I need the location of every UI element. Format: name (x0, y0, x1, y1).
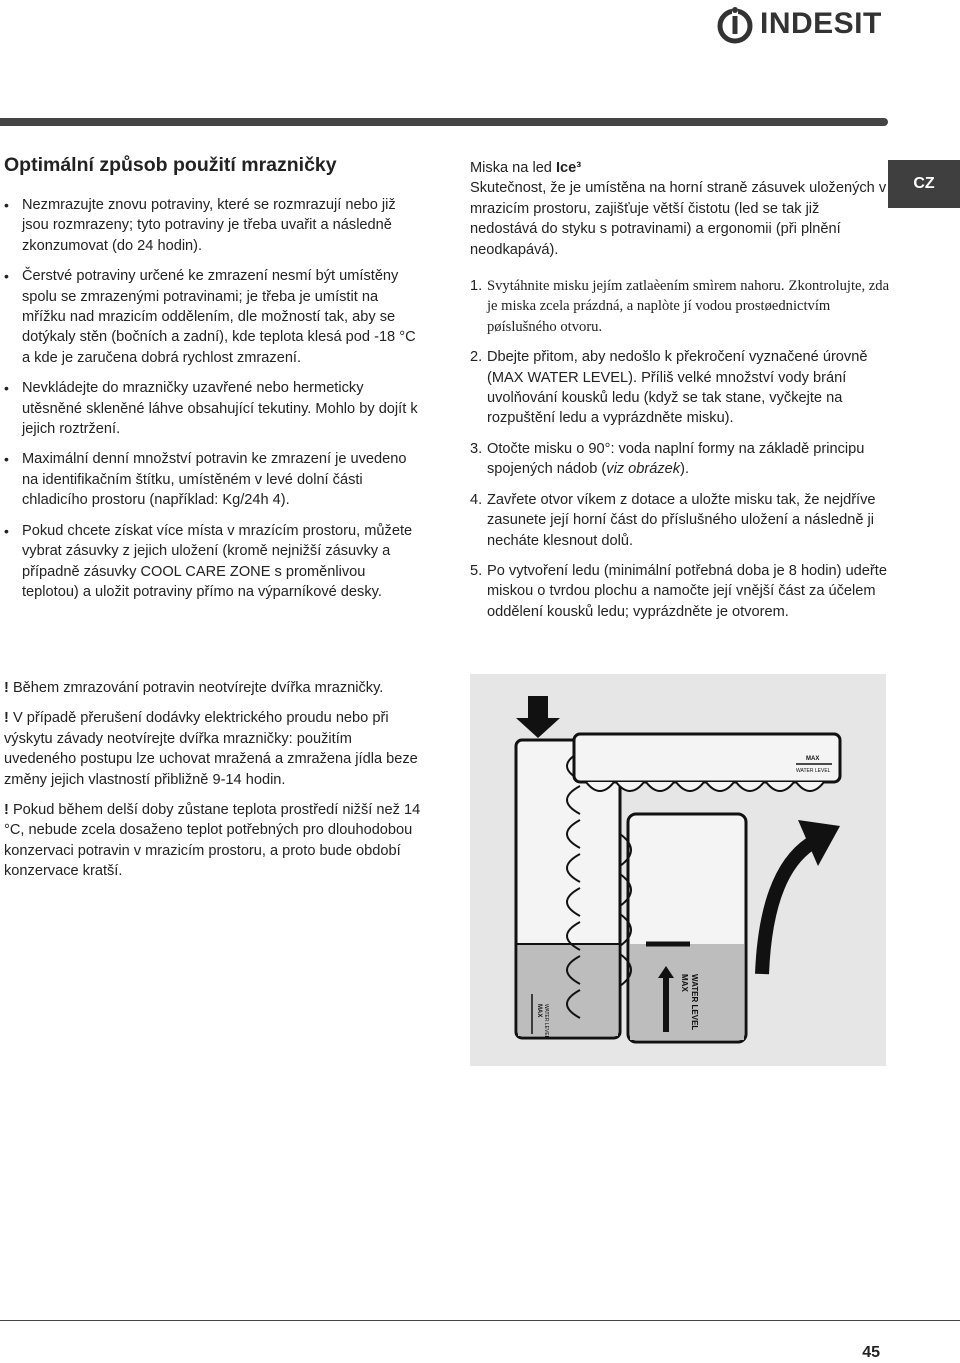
left-column (4, 154, 424, 612)
step-text: Otočte misku o 90°: voda naplní formy na základě principu spojených nádob ( (487, 440, 865, 478)
rotated-tray (620, 814, 746, 1042)
list-item (470, 439, 890, 480)
section-title: Optimální způsob použití mrazničky (4, 154, 337, 176)
warning-mark: ! (4, 710, 9, 727)
footer-rule (0, 1320, 960, 1321)
bullet-icon: • (4, 197, 9, 213)
rotate-arrow-icon (762, 820, 840, 974)
ice-tray-figure (470, 674, 886, 1066)
list-item-text: Nevkládejte do mrazničky uzavřené nebo hermeticky utěsněné skleněné láhve obsahující tekutiny. Mohlo by dojít k jejich roztržení. (22, 380, 418, 438)
step-text: Zkontrolujte, zda je miska zcela prázdná, a naplòte jí vodou prostøednictvím pøíslušného otvoru. (487, 278, 890, 335)
list-item-text: Maximální denní množství potravin ke zmrazení je uvedeno na identifikačním štítku, umístěném v levé dolní části chladicího prostoru (například: Kg/24h 4). (22, 451, 407, 509)
bullet-icon: • (4, 522, 9, 539)
list-item (4, 449, 424, 510)
heading-prefix: Miska na led (470, 160, 556, 176)
list-item (4, 378, 424, 439)
logo-mark-icon (716, 2, 754, 46)
warning-text: Pokud během delší doby zůstane teplota prostředí nižší než 14 °C, nebude zcela dosaženo teplot potřebných pro dlouhodobou konzervaci potravin v mrazicím prostoru, a proto bude období konzervace kratší. (4, 802, 421, 880)
list-item (470, 347, 890, 429)
list-item (470, 561, 890, 622)
warnings (4, 678, 424, 892)
tips-list (4, 195, 424, 602)
push-down-arrow-icon (516, 696, 560, 738)
page-number: 45 (862, 1344, 880, 1361)
ice-tray-heading (470, 158, 890, 178)
list-item (470, 276, 890, 337)
heading-product: Ice³ (555, 160, 582, 176)
max-label-top: MAX (806, 756, 820, 762)
step-number: 2. (470, 349, 483, 366)
water-level-label-large: WATER LEVEL (690, 974, 699, 1031)
list-item (470, 490, 890, 551)
step-text: Zavřete otvor víkem z dotace a uložte misku tak, že nejdříve zasunete její horní část do příslušného uložení a následně ji necháte klesnout dolů. (487, 491, 876, 549)
warning-paragraph (4, 678, 424, 698)
max-label-small: MAX (536, 1004, 542, 1018)
language-tab: CZ (888, 160, 960, 208)
max-label-large: MAX (680, 974, 689, 992)
warning-mark: ! (4, 680, 9, 696)
warning-paragraph (4, 708, 424, 790)
warning-mark: ! (4, 802, 9, 819)
bullet-icon: • (4, 268, 9, 285)
bullet-icon: • (4, 451, 9, 468)
header-rule (0, 118, 888, 126)
right-column (470, 158, 890, 632)
list-item-text: Pokud chcete získat více místa v mrazícím prostoru, můžete vybrat zásuvky z jejich uložení (kromě nejnižší zásuvky a případně zásuvky COOL CARE ZONE s proměnlivou teplotou) a uložit potraviny přímo na výparníkové desky. (22, 522, 413, 600)
horizontal-tray (574, 734, 840, 791)
step-text: Po vytvoření ledu (minimální potřebná doba je 8 hodin) udeřte miskou o tvrdou plochu a namočte její vnější část za účelem oddělení kousků ledu; vyprázdněte je otvorem. (487, 562, 887, 620)
step-text: ). (680, 461, 689, 478)
list-item (4, 195, 424, 256)
steps-list (470, 276, 890, 622)
step-text: Svytáhnite misku jejím zatlaèením smìrem nahoru. (487, 278, 785, 295)
list-item-text: Nezmrazujte znovu potraviny, které se rozmrazují nebo již jsou rozmrazeny; tyto potraviny je třeba uvařit a následně zkonzumovat (do 24 hodin). (22, 197, 396, 254)
ice-tray-intro: Skutečnost, že je umístěna na horní straně zásuvek uložených v mrazicím prostoru, zajišťuje větší čistotu (led se tak již nedostává do styku s potravinami) a ergonomii (při plnění neodkapává). (470, 180, 887, 258)
bullet-icon: • (4, 380, 9, 397)
step-number: 3. (470, 440, 483, 457)
warning-paragraph (4, 800, 424, 882)
list-item (4, 521, 424, 603)
ice-tray-illustration (470, 674, 886, 1066)
list-item (4, 266, 424, 368)
logo-text: INDESIT (760, 7, 882, 40)
indesit-logo (716, 0, 891, 48)
step-number: 4. (470, 491, 483, 508)
warning-text: Během zmrazování potravin neotvírejte dvířka mrazničky. (12, 680, 384, 696)
step-number: 1. (470, 278, 483, 295)
warning-text: V případě přerušení dodávky elektrického proudu nebo při výskytu závady neotvírejte dvířka mrazničky: použitím uvedeného postupu lze uchovat mražená a zmražena jídla beze změny jejich vlastností přibližně 9-14 hodin. (4, 710, 418, 788)
step-text-italic: viz obrázek (606, 461, 681, 478)
step-text: Dbejte přitom, aby nedošlo k překročení vyznačené úrovně (MAX WATER LEVEL). Příliš velké množství vody brání uvolňování kousků ledu (když se tak stane, vyčkejte na rozpuštění ledu a vyprázdněte misku). (487, 349, 868, 427)
water-level-label-top: WATER LEVEL (796, 768, 831, 774)
list-item-text: Čerstvé potraviny určené ke zmrazení nesmí být umístěny spolu se zmrazenými potravinami; je třeba je umístit na mřížku nad mrazicím oddělením, dle možností tak, aby se dotýkaly stěn (bočních a zadní), kde teplota klesá pod -18 °C a kde je zaručena dobrá rychlost zmrazení. (22, 268, 416, 366)
step-number: 5. (470, 562, 483, 579)
water-level-label-small: WATER LEVEL (543, 1004, 549, 1039)
